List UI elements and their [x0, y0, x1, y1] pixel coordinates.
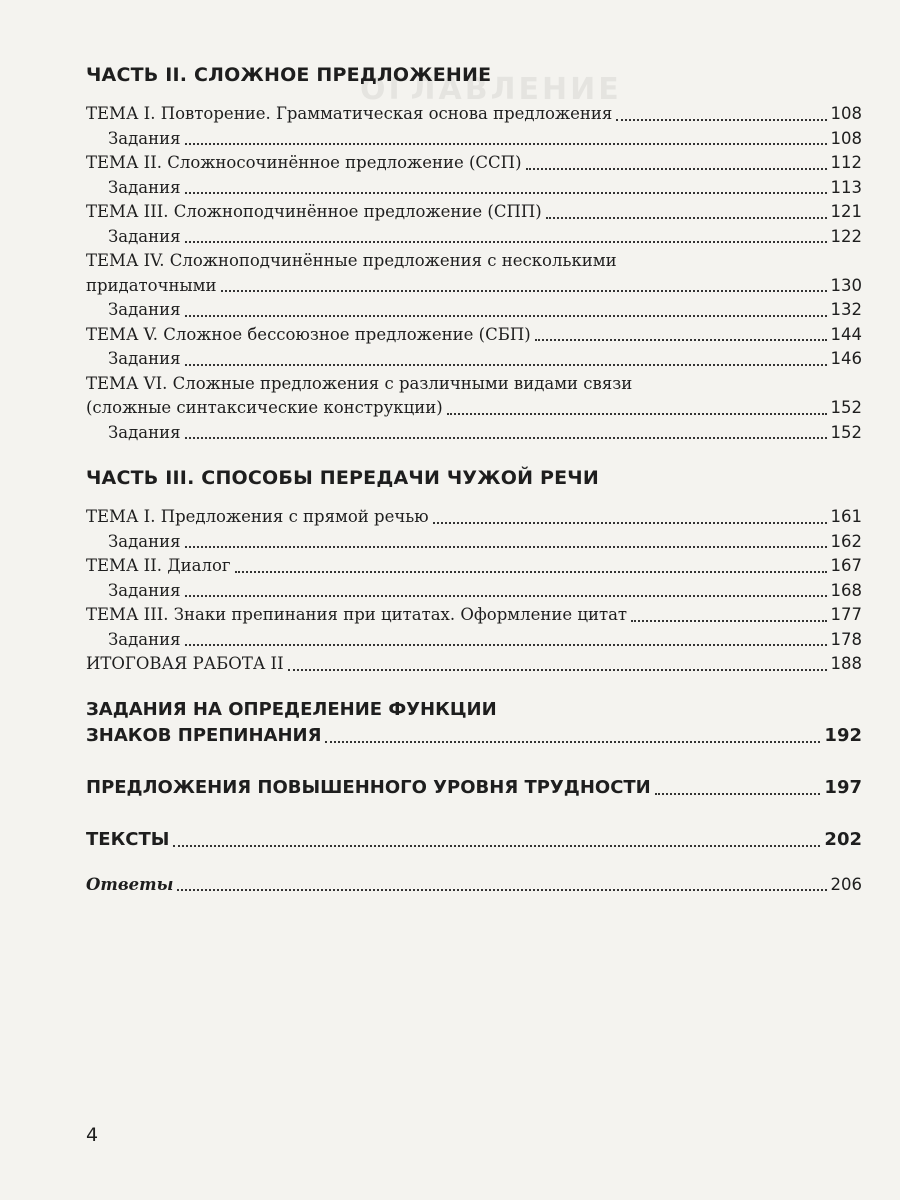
- toc-subentry[interactable]: [86, 628, 862, 653]
- dot-leader: [185, 644, 827, 646]
- dot-leader: [546, 217, 827, 219]
- toc-subentry[interactable]: [86, 225, 862, 250]
- toc-entry-page: 108: [830, 128, 862, 148]
- toc-subentry[interactable]: [86, 347, 862, 372]
- toc-entry-title: ТЕМА I. Повторение. Грамматическая основа предложения: [86, 104, 613, 123]
- toc-entry-page: 144: [830, 324, 862, 344]
- toc-entry-punctuation[interactable]: [86, 723, 862, 749]
- toc-entry-title-line1: ТЕМА VI. Сложные предложения с различными видами связи: [86, 373, 633, 393]
- toc-entry-title: Задания: [108, 629, 181, 649]
- toc-entry-page: 202: [824, 828, 862, 850]
- spacer: [86, 801, 862, 827]
- toc-entry-page: 122: [830, 226, 862, 246]
- spacer: [86, 445, 862, 465]
- dot-leader: [447, 413, 827, 415]
- dot-leader: [325, 741, 820, 743]
- part3-title: ЧАСТЬ III. СПОСОБЫ ПЕРЕДАЧИ ЧУЖОЙ РЕЧИ: [86, 467, 599, 489]
- toc-entry-title: Ответы: [86, 874, 174, 894]
- toc-subentry[interactable]: [86, 127, 862, 152]
- toc-entry-page: 132: [830, 300, 862, 319]
- dot-leader: [185, 143, 827, 145]
- toc-entry[interactable]: [86, 200, 862, 225]
- show-through-text: ОГЛАВЛЕНИЕ: [360, 72, 622, 107]
- toc-entry-title: ТЕМА III. Сложноподчинённое предложение (СПП): [86, 202, 542, 221]
- toc-entry-title: Задания: [108, 300, 181, 319]
- toc-entry-page: 161: [830, 507, 862, 526]
- toc-entry-title-line1: ТЕМА IV. Сложноподчинённые предложения с несколькими: [86, 251, 617, 270]
- toc-entry-page: 192: [824, 724, 862, 746]
- toc-entry[interactable]: [86, 505, 862, 530]
- toc-entry-page: 121: [830, 202, 862, 221]
- page-number: 4: [86, 1124, 99, 1146]
- toc-entry-title: Задания: [108, 226, 181, 246]
- dot-leader: [535, 339, 827, 341]
- toc-entry-title: ТЕМА II. Диалог: [86, 556, 231, 575]
- toc-entry-answers[interactable]: [86, 873, 862, 898]
- spacer: [86, 749, 862, 775]
- toc-entry-final-work[interactable]: [86, 652, 862, 677]
- toc-entry-title: ТЕМА II. Сложносочинённое предложение (ССП): [86, 153, 522, 172]
- toc-entry-title-line1: ЗАДАНИЯ НА ОПРЕДЕЛЕНИЕ ФУНКЦИИ: [86, 698, 497, 720]
- toc-entry-page: 177: [830, 605, 862, 624]
- toc-entry[interactable]: [86, 554, 862, 579]
- part2-title: ЧАСТЬ II. СЛОЖНОЕ ПРЕДЛОЖЕНИЕ: [86, 64, 492, 86]
- spacer: [86, 853, 862, 873]
- toc-entry-title: Задания: [108, 580, 181, 600]
- toc-subentry[interactable]: [86, 421, 862, 446]
- toc-subentry[interactable]: [86, 298, 862, 323]
- dot-leader: [288, 669, 827, 671]
- dot-leader: [631, 620, 826, 622]
- toc-entry-title: Задания: [108, 422, 181, 442]
- dot-leader: [655, 793, 821, 795]
- toc-entry-page: 152: [830, 398, 862, 417]
- toc-entry-title-line2: ЗНАКОВ ПРЕПИНАНИЯ: [86, 724, 322, 746]
- toc-entry-page: 162: [830, 531, 862, 551]
- toc-entry[interactable]: [86, 151, 862, 176]
- toc-entry-title: Задания: [108, 177, 181, 197]
- toc-entry[interactable]: [86, 102, 862, 127]
- toc-entry-page: 130: [830, 275, 862, 295]
- toc-entry-title: ТЕКСТЫ: [86, 828, 170, 850]
- toc-entry[interactable]: [86, 323, 862, 348]
- toc-entry-title: ИТОГОВАЯ РАБОТА II: [86, 654, 284, 673]
- toc-entry-page: 168: [830, 580, 862, 600]
- dot-leader: [185, 192, 827, 194]
- toc-entry-page: 113: [830, 177, 862, 197]
- dot-leader: [185, 241, 827, 243]
- dot-leader: [185, 437, 827, 439]
- dot-leader: [616, 119, 826, 121]
- toc-entry-advanced[interactable]: [86, 775, 862, 801]
- toc-entry-title-line2: придаточными: [86, 275, 217, 295]
- spacer: [86, 677, 862, 697]
- toc-entry-page: 152: [830, 422, 862, 442]
- dot-leader: [433, 522, 827, 524]
- toc-entry-title: ТЕМА III. Знаки препинания при цитатах. Оформление цитат: [86, 605, 628, 624]
- toc-entry-page: 188: [830, 654, 862, 673]
- dot-leader: [221, 290, 827, 292]
- dot-leader: [185, 364, 827, 366]
- table-of-contents: [86, 62, 862, 897]
- toc-entry-texts[interactable]: [86, 827, 862, 853]
- toc-entry-page: 112: [830, 153, 862, 172]
- toc-entry-page: 167: [830, 556, 862, 575]
- toc-entry-title: ТЕМА V. Сложное бессоюзное предложение (СБП): [86, 324, 531, 344]
- toc-entry[interactable]: [86, 396, 862, 421]
- toc-entry-title: Задания: [108, 349, 181, 368]
- toc-entry[interactable]: [86, 274, 862, 299]
- dot-leader: [173, 845, 820, 847]
- dot-leader: [185, 595, 827, 597]
- dot-leader: [526, 168, 827, 170]
- toc-entry-page: 206: [830, 874, 862, 894]
- toc-entry-title: Задания: [108, 531, 181, 551]
- dot-leader: [185, 315, 827, 317]
- toc-entry-page: 108: [830, 104, 862, 123]
- toc-entry[interactable]: [86, 603, 862, 628]
- toc-entry-page: 178: [830, 629, 862, 649]
- toc-entry-title: ТЕМА I. Предложения с прямой речью: [86, 507, 429, 526]
- toc-entry-page: 197: [824, 776, 862, 798]
- toc-entry-title: Задания: [108, 128, 181, 148]
- toc-entry-title-line2: (сложные синтаксические конструкции): [86, 398, 443, 417]
- toc-subentry[interactable]: [86, 579, 862, 604]
- toc-entry-title: ПРЕДЛОЖЕНИЯ ПОВЫШЕННОГО УРОВНЯ ТРУДНОСТИ: [86, 776, 651, 798]
- punctuation-title-line1: [86, 697, 862, 723]
- toc-entry-page: 146: [830, 349, 862, 368]
- dot-leader: [185, 546, 827, 548]
- toc-subentry[interactable]: [86, 176, 862, 201]
- toc-subentry[interactable]: [86, 530, 862, 555]
- dot-leader: [235, 571, 827, 573]
- dot-leader: [177, 889, 826, 891]
